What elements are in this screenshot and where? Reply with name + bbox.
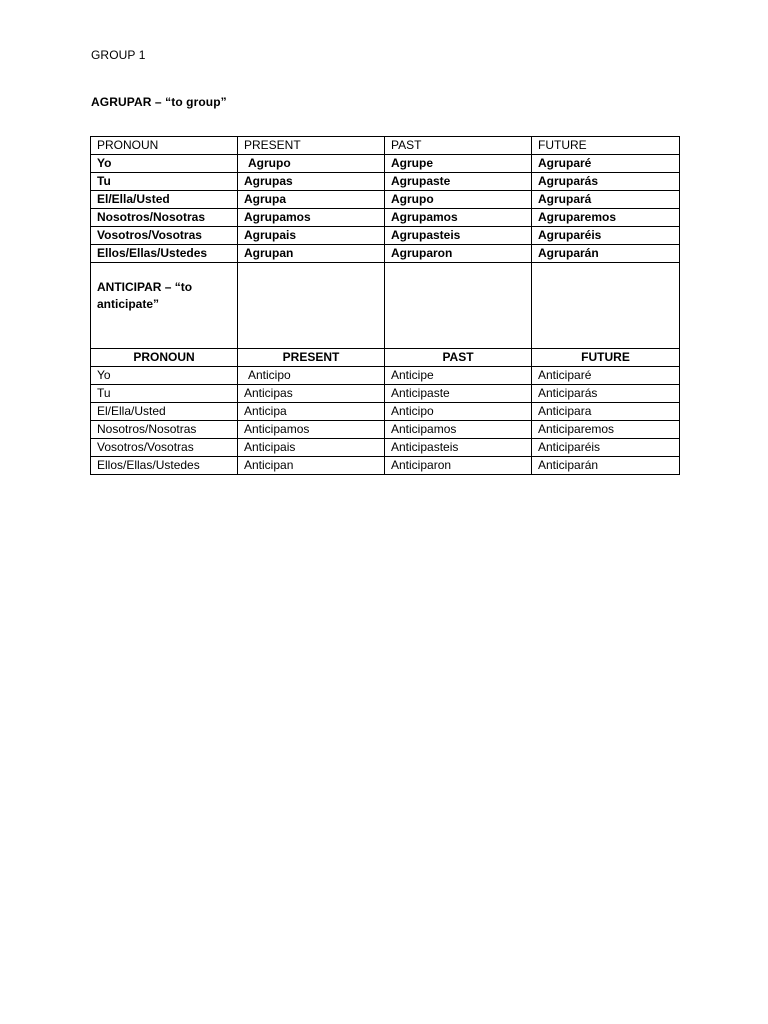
pronoun-cell: Tu xyxy=(91,173,238,191)
present-cell: Anticipa xyxy=(238,403,385,421)
table-row xyxy=(91,209,680,227)
column-header-pronoun: PRONOUN xyxy=(91,137,238,155)
present-cell: Agrupan xyxy=(238,245,385,263)
future-cell: Anticiparás xyxy=(532,385,680,403)
present-cell: Agrupas xyxy=(238,173,385,191)
past-cell: Agrupamos xyxy=(385,209,532,227)
pronoun-cell: Nosotros/Nosotras xyxy=(91,209,238,227)
pronoun-cell: El/Ella/Usted xyxy=(91,191,238,209)
present-cell: Agrupo xyxy=(238,155,385,173)
pronoun-cell: Ellos/Ellas/Ustedes xyxy=(91,457,238,475)
past-cell: Anticipo xyxy=(385,403,532,421)
present-cell: Anticipas xyxy=(238,385,385,403)
future-cell: Agrupará xyxy=(532,191,680,209)
past-cell: Agrupe xyxy=(385,155,532,173)
table-row xyxy=(91,155,680,173)
past-cell: Anticiparon xyxy=(385,457,532,475)
future-cell: Anticiparéis xyxy=(532,439,680,457)
column-header-present: PRESENT xyxy=(238,349,385,367)
pronoun-cell: Ellos/Ellas/Ustedes xyxy=(91,245,238,263)
table-row xyxy=(91,403,680,421)
column-header-past: PAST xyxy=(385,349,532,367)
past-cell: Anticipasteis xyxy=(385,439,532,457)
verb-title-agrupar: AGRUPAR – “to group” xyxy=(91,95,227,109)
future-cell: Anticiparán xyxy=(532,457,680,475)
present-cell: Agrupais xyxy=(238,227,385,245)
conjugation-table xyxy=(90,136,680,475)
future-cell: Anticipara xyxy=(532,403,680,421)
future-cell: Agruparéis xyxy=(532,227,680,245)
future-cell: Anticiparemos xyxy=(532,421,680,439)
table-row xyxy=(91,245,680,263)
past-cell: Anticipe xyxy=(385,367,532,385)
table-row xyxy=(91,421,680,439)
column-header-future: FUTURE xyxy=(532,349,680,367)
future-cell: Agruparán xyxy=(532,245,680,263)
present-cell: Anticipan xyxy=(238,457,385,475)
past-cell: Agrupaste xyxy=(385,173,532,191)
column-header-present: PRESENT xyxy=(238,137,385,155)
column-header-future: FUTURE xyxy=(532,137,680,155)
empty-cell xyxy=(532,263,680,349)
pronoun-cell: Nosotros/Nosotras xyxy=(91,421,238,439)
table-row xyxy=(91,385,680,403)
future-cell: Anticiparé xyxy=(532,367,680,385)
past-cell: Anticipaste xyxy=(385,385,532,403)
present-cell: Anticipo xyxy=(238,367,385,385)
table-header-row xyxy=(91,137,680,155)
empty-cell xyxy=(238,263,385,349)
pronoun-cell: Tu xyxy=(91,385,238,403)
past-cell: Anticipamos xyxy=(385,421,532,439)
column-header-pronoun: PRONOUN xyxy=(91,349,238,367)
table-header-row xyxy=(91,349,680,367)
column-header-past: PAST xyxy=(385,137,532,155)
table-row xyxy=(91,227,680,245)
pronoun-cell: El/Ella/Usted xyxy=(91,403,238,421)
future-cell: Agruparás xyxy=(532,173,680,191)
table-row xyxy=(91,439,680,457)
pronoun-cell: Yo xyxy=(91,155,238,173)
present-cell: Anticipamos xyxy=(238,421,385,439)
table-row xyxy=(91,173,680,191)
empty-cell xyxy=(385,263,532,349)
table-row xyxy=(91,457,680,475)
pronoun-cell: Vosotros/Vosotras xyxy=(91,227,238,245)
present-cell: Agrupa xyxy=(238,191,385,209)
verb-title-anticipar: ANTICIPAR – “to anticipate” xyxy=(91,263,238,349)
past-cell: Agrupasteis xyxy=(385,227,532,245)
present-cell: Anticipais xyxy=(238,439,385,457)
pronoun-cell: Vosotros/Vosotras xyxy=(91,439,238,457)
pronoun-cell: Yo xyxy=(91,367,238,385)
present-cell: Agrupamos xyxy=(238,209,385,227)
future-cell: Agruparé xyxy=(532,155,680,173)
verb-title-row xyxy=(91,263,680,349)
table-row xyxy=(91,191,680,209)
future-cell: Agruparemos xyxy=(532,209,680,227)
past-cell: Agruparon xyxy=(385,245,532,263)
group-label: GROUP 1 xyxy=(91,48,146,62)
table-row xyxy=(91,367,680,385)
past-cell: Agrupo xyxy=(385,191,532,209)
